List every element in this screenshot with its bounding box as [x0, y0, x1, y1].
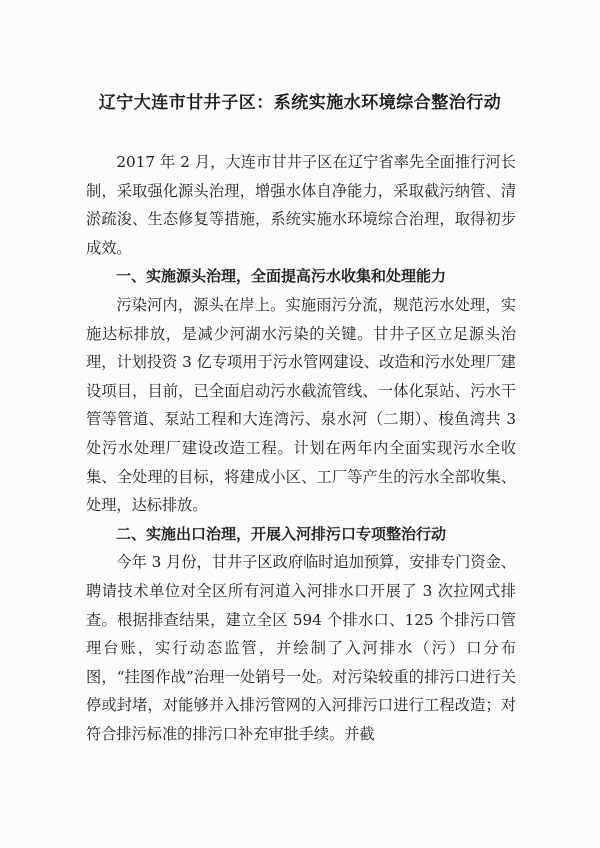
section-heading: 二、实施出口治理，开展入河排污口专项整治行动	[116, 524, 447, 543]
body-paragraph: 今年 3 月份，甘井子区政府临时追加预算，安排专门资金、聘请技术单位对全区所有河道入河排水口开展了 3 次拉网式排查。根据排查结果，建立全区 594 个排水口、125 个排污口管理台账，实行动态监管，并绘制了入河排水（污）口分布图，“挂图作战”治理一处销号一处。对污染较重的排污口进行关停或封堵，对能够并入排污管网的入河排污口进行工程改造；对符合排污标准的排污口补充审批手续。并截	[86, 553, 516, 743]
section-heading: 一、实施源头治理，全面提高污水收集和处理能力	[116, 267, 447, 286]
intro-paragraph: 2017 年 2 月，大连市甘井子区在辽宁省率先全面推行河长制，采取强化源头治理，增强水体自净能力，采取截污纳管、清淤疏浚、生态修复等措施，系统实施水环境综合治理，取得初步成效。	[86, 153, 516, 257]
body-paragraph: 污染河内，源头在岸上。实施雨污分流，规范污水处理，实施达标排放，是减少河湖水污染的关键。甘井子区立足源头治理，计划投资 3 亿专项用于污水管网建设、改造和污水处理厂建设项目，目前，已全面启动污水截流管线、一体化泵站、污水干管等管道、泵站工程和大连湾污、泉水河（二期）、梭鱼湾共 3 处污水处理厂建设改造工程。计划在两年内全面实现污水全收集、全处理的目标，将建成小区、工厂等产生的污水全部收集、处理，达标排放。	[86, 295, 516, 515]
page-title: 辽宁大连市甘井子区：系统实施水环境综合整治行动	[98, 93, 502, 113]
document-body	[86, 148, 516, 748]
